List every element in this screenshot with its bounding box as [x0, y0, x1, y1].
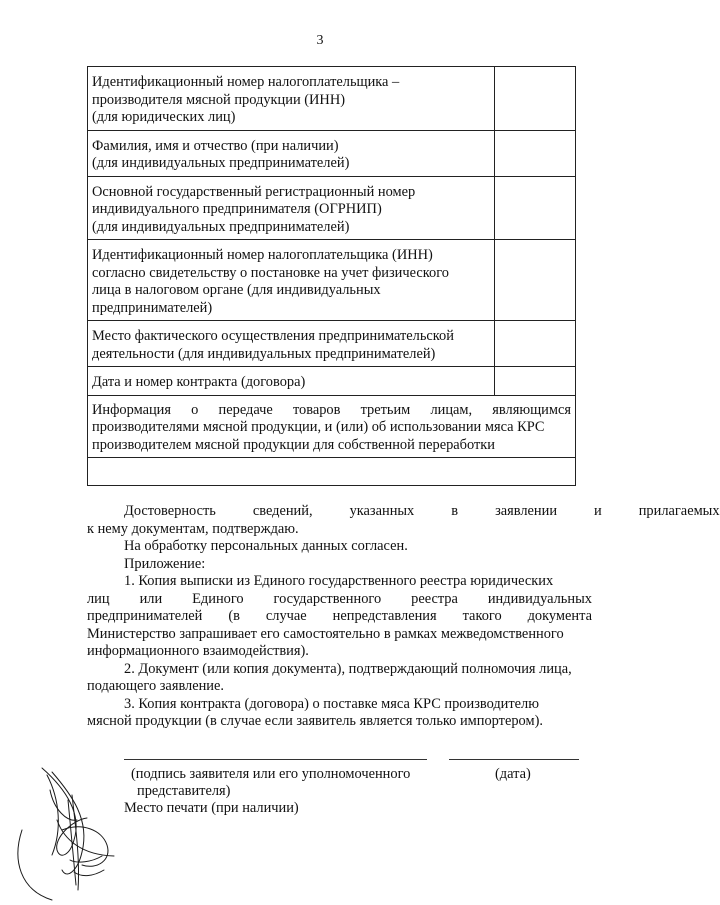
field-value-cell[interactable] [495, 130, 576, 176]
full-name-row [88, 130, 576, 176]
attachment-1-line5: информационного взаимодействия). [87, 643, 309, 659]
field-label-line: индивидуального предпринимателя (ОГРНИП) [92, 201, 382, 217]
field-label-line: Идентификационный номер налогоплательщика (ИНН) [92, 247, 433, 263]
transfer-info-line3: производителем мясной продукции для собственной переработки [92, 436, 495, 453]
field-label [88, 240, 495, 321]
field-value-cell[interactable] [495, 240, 576, 321]
page-number: 3 [316, 33, 324, 48]
field-label-line: (для юридических лиц) [92, 109, 236, 125]
statements-block [87, 503, 720, 731]
field-value-cell[interactable] [495, 67, 576, 131]
field-label-line: согласно свидетельству о постановке на учет физического [92, 264, 449, 281]
date-line[interactable] [449, 759, 579, 760]
inn-legal-row [88, 67, 576, 131]
handwritten-signature [12, 760, 122, 905]
transfer-info-row [88, 395, 576, 458]
field-label [88, 67, 495, 131]
field-label-line: Основной государственный регистрационный номер [92, 183, 416, 200]
attachment-2-line2: подающего заявление. [87, 678, 224, 694]
field-label [88, 321, 495, 367]
attachment-1-line1: 1. Копия выписки из Единого государственного реестра юридических [124, 573, 554, 589]
field-value-cell[interactable] [495, 321, 576, 367]
seal-caption: Место печати (при наличии) [124, 800, 299, 816]
field-label-line: Фамилия, имя и отчество (при наличии) [92, 137, 339, 154]
field-label [88, 176, 495, 240]
transfer-info-label [88, 395, 576, 458]
field-label-line: лица в налоговом органе (для индивидуальных [92, 282, 381, 298]
attachment-1-line4: Министерство запрашивает его самостоятельно в рамках межведомственного [87, 625, 564, 642]
attachments-heading: Приложение: [124, 555, 206, 572]
field-label [88, 367, 495, 396]
field-label-line: (для индивидуальных предпринимателей) [92, 155, 350, 171]
field-label-line: предпринимателей) [92, 299, 213, 316]
field-label [88, 130, 495, 176]
attachment-3-line2: мясной продукции (в случае если заявитель является только импортером). [87, 713, 543, 729]
inn-individual-row [88, 240, 576, 321]
ogrnip-row [88, 176, 576, 240]
field-label-line: Дата и номер контракта (договора) [92, 374, 306, 390]
field-label-line: деятельности (для индивидуальных предпринимателей) [92, 345, 436, 362]
personal-data-consent: На обработку персональных данных согласен. [124, 538, 408, 554]
signature-caption-line2: представителя) [137, 783, 231, 799]
date-caption: (дата) [495, 766, 531, 782]
signature-line[interactable] [124, 759, 427, 760]
attachment-2-line1: 2. Документ (или копия документа), подтверждающий полномочия лица, [124, 660, 572, 677]
transfer-info-line1: Информация о передаче товаров третьим лицам, являющимся [92, 401, 571, 418]
attachment-3-line1: 3. Копия контракта (договора) о поставке мяса КРС производителю [124, 695, 539, 712]
field-label-line: (для индивидуальных предпринимателей) [92, 218, 350, 235]
field-label-line: Идентификационный номер налогоплательщика – [92, 74, 400, 90]
applicant-info-table [87, 66, 576, 486]
field-label-line: Место фактического осуществления предпринимательской [92, 328, 454, 344]
transfer-info-line2: производителями мясной продукции, и (или) об использовании мяса КРС [92, 419, 545, 435]
contract-row [88, 367, 576, 396]
signature-caption-line1: (подпись заявителя или его уполномоченного [131, 766, 411, 782]
field-label-line: производителя мясной продукции (ИНН) [92, 91, 346, 108]
activity-location-row [88, 321, 576, 367]
transfer-info-value-row [88, 458, 576, 486]
reliability-statement-line2: к нему документам, подтверждаю. [87, 520, 299, 537]
attachment-1-line3: предпринимателей (в случае непредставления такого документа [87, 608, 592, 624]
transfer-info-value-cell[interactable] [88, 458, 576, 486]
field-value-cell[interactable] [495, 367, 576, 396]
reliability-statement-line1: Достоверность сведений, указанных в заявлении и прилагаемых [124, 503, 720, 519]
field-value-cell[interactable] [495, 176, 576, 240]
attachment-1-line2: лиц или Единого государственного реестра индивидуальных [87, 590, 592, 607]
